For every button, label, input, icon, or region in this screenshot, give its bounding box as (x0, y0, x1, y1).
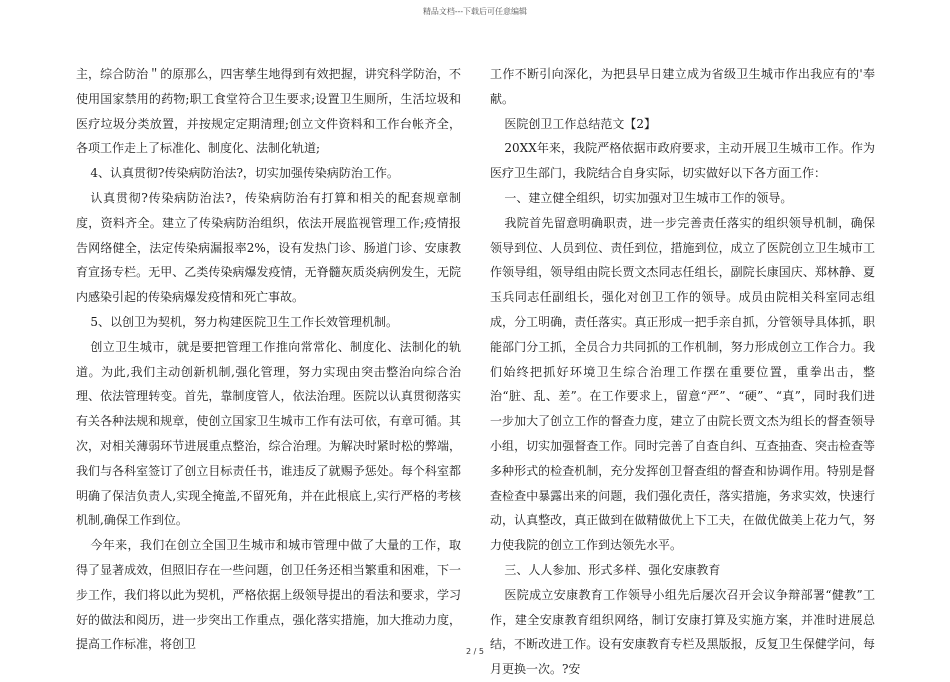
paragraph: 主，综合防治＂的原那么，四害孳生地得到有效把握，讲究科学防治，不使用国家禁用的药物;职工食堂符合卫生要求;设置卫生厕所，生活垃圾和医疗垃圾分类放置，并按规定定期清理;创立文件资料和工作台帐齐全，各项工作走上了标准化、制度化、法制化轨道; (76, 67, 461, 156)
section-heading: 三、人人参加、形式多样、强化安康教育 (504, 562, 721, 577)
paragraph: 今年来，我们在创立全国卫生城市和城市管理中做了大量的工作，取得了显著成效，但照旧存在一些问题，创卫任务还相当繁重和困难，下一步工作，我们将以此为契机，严格依据上级领导提出的看法和要求，学习好的做法和阅历，进一步突出工作重点，强化落实措施，加大推动力度，提高工作标准，将创卫 (76, 538, 461, 652)
paragraph: 认真贯彻?传染病防治法?，传染病防治有打算和相关的配套规章制度，资料齐全。建立了传染病防治组织，依法开展监视管理工作;疫情报告网络健全，法定传染病漏报率2%，设有发热门诊、肠道门诊、安康教育宣扬专栏。无甲、乙类传染病爆发疫情，无脊髓灰质炎病例发生，无院内感染引起的传染病爆发疫情和死亡事故。 (76, 190, 461, 305)
paragraph: 创立卫生城市，就是要把管理工作推向常常化、制度化、法制化的轨道。为此,我们主动创新机制,强化管理，努力实现由突击整治向综合治理、依法管理转变。首先，靠制度管人，依法治理。医院以认真贯彻落实有关各种法规和规章，使创立国家卫生城市工作有法可依，有章可循。其次，对相关薄弱环节进展重点整治，综合治理。为解决时紧时松的弊端，我们与各科室签订了创立目标责任书，谁违反了就赐予惩处。每个科室都明确了保洁负责人,实现全掩盖,不留死角，并在此根底上,实行严格的考核机制,确保工作到位。 (76, 339, 461, 528)
section-heading: 5、以创卫为契机，努力构建医院卫生工作长效管理机制。 (90, 314, 399, 329)
paragraph: 我院首先留意明确职责，进一步完善责任落实的组织领导机制，确保领导到位、人员到位、责任到位，措施到位，成立了医院创立卫生城市工作领导组，领导组由院长贾文杰同志任组长，副院长康国庆、郑林静、夏玉兵同志任副组长，强化对创卫工作的领导。成员由院相关科室同志组成，分工明确，责任落实。真正形成一把手亲自抓，分管领导具体抓，职能部门分工抓，全员合力共同抓的工作机制，努力形成创立工作合力。我们始终把抓好环境卫生综合治理工作摆在重要位置，重拳出击，整治“脏、乱、差”。在工作要求上，留意“严”、“硬”、“真”，同时我们进一步加大了创立工作的督查力度，建立了由院长贾文杰为组长的督查领导小组，切实加强督查工作。同时完善了自查自纠、互查抽查、突击检查等多种形式的检查机制，充分发挥创卫督查组的督查和协调作用。特别是督查检查中暴露出来的问题，我们强化责任，落实措施，务求实效，快速行动，认真整改，真正做到在做精做优上下工夫，在做优做美上花力气，努力使我院的创立工作到达领先水平。 (490, 215, 875, 553)
paragraph: 工作不断引向深化，为把县早日建立成为省级卫生城市作出我应有的'奉献。 (490, 67, 875, 106)
paragraph: 20XX年来，我院严格依据市政府要求，主动开展卫生城市工作。作为医疗卫生部门，我院结合自身实际，切实做好以下各方面工作： (490, 141, 875, 181)
section-heading: 一、建立健全组织，切实加强对卫生城市工作的领导。 (504, 190, 793, 205)
section-heading: 4、认真贯彻?传染病防治法?，切实加强传染病防治工作。 (90, 166, 399, 181)
right-column (490, 62, 875, 682)
page-header: 精品文档---下载后可任意编辑 (422, 7, 528, 16)
article-title: 医院创卫工作总结范文【2】 (504, 116, 657, 131)
page-number: 2 / 5 (466, 647, 484, 656)
paragraph: 医院成立安康教育工作领导小组先后屡次召开会议争辩部署“健教”工作，建全安康教育组织网络，制订安康打算及实施方案，并准时进展总结，不断改进工作。设有安康教育专栏及黑版报，反复卫生保健学问，每月更换一次。?安 (490, 587, 875, 677)
left-column (76, 62, 461, 657)
